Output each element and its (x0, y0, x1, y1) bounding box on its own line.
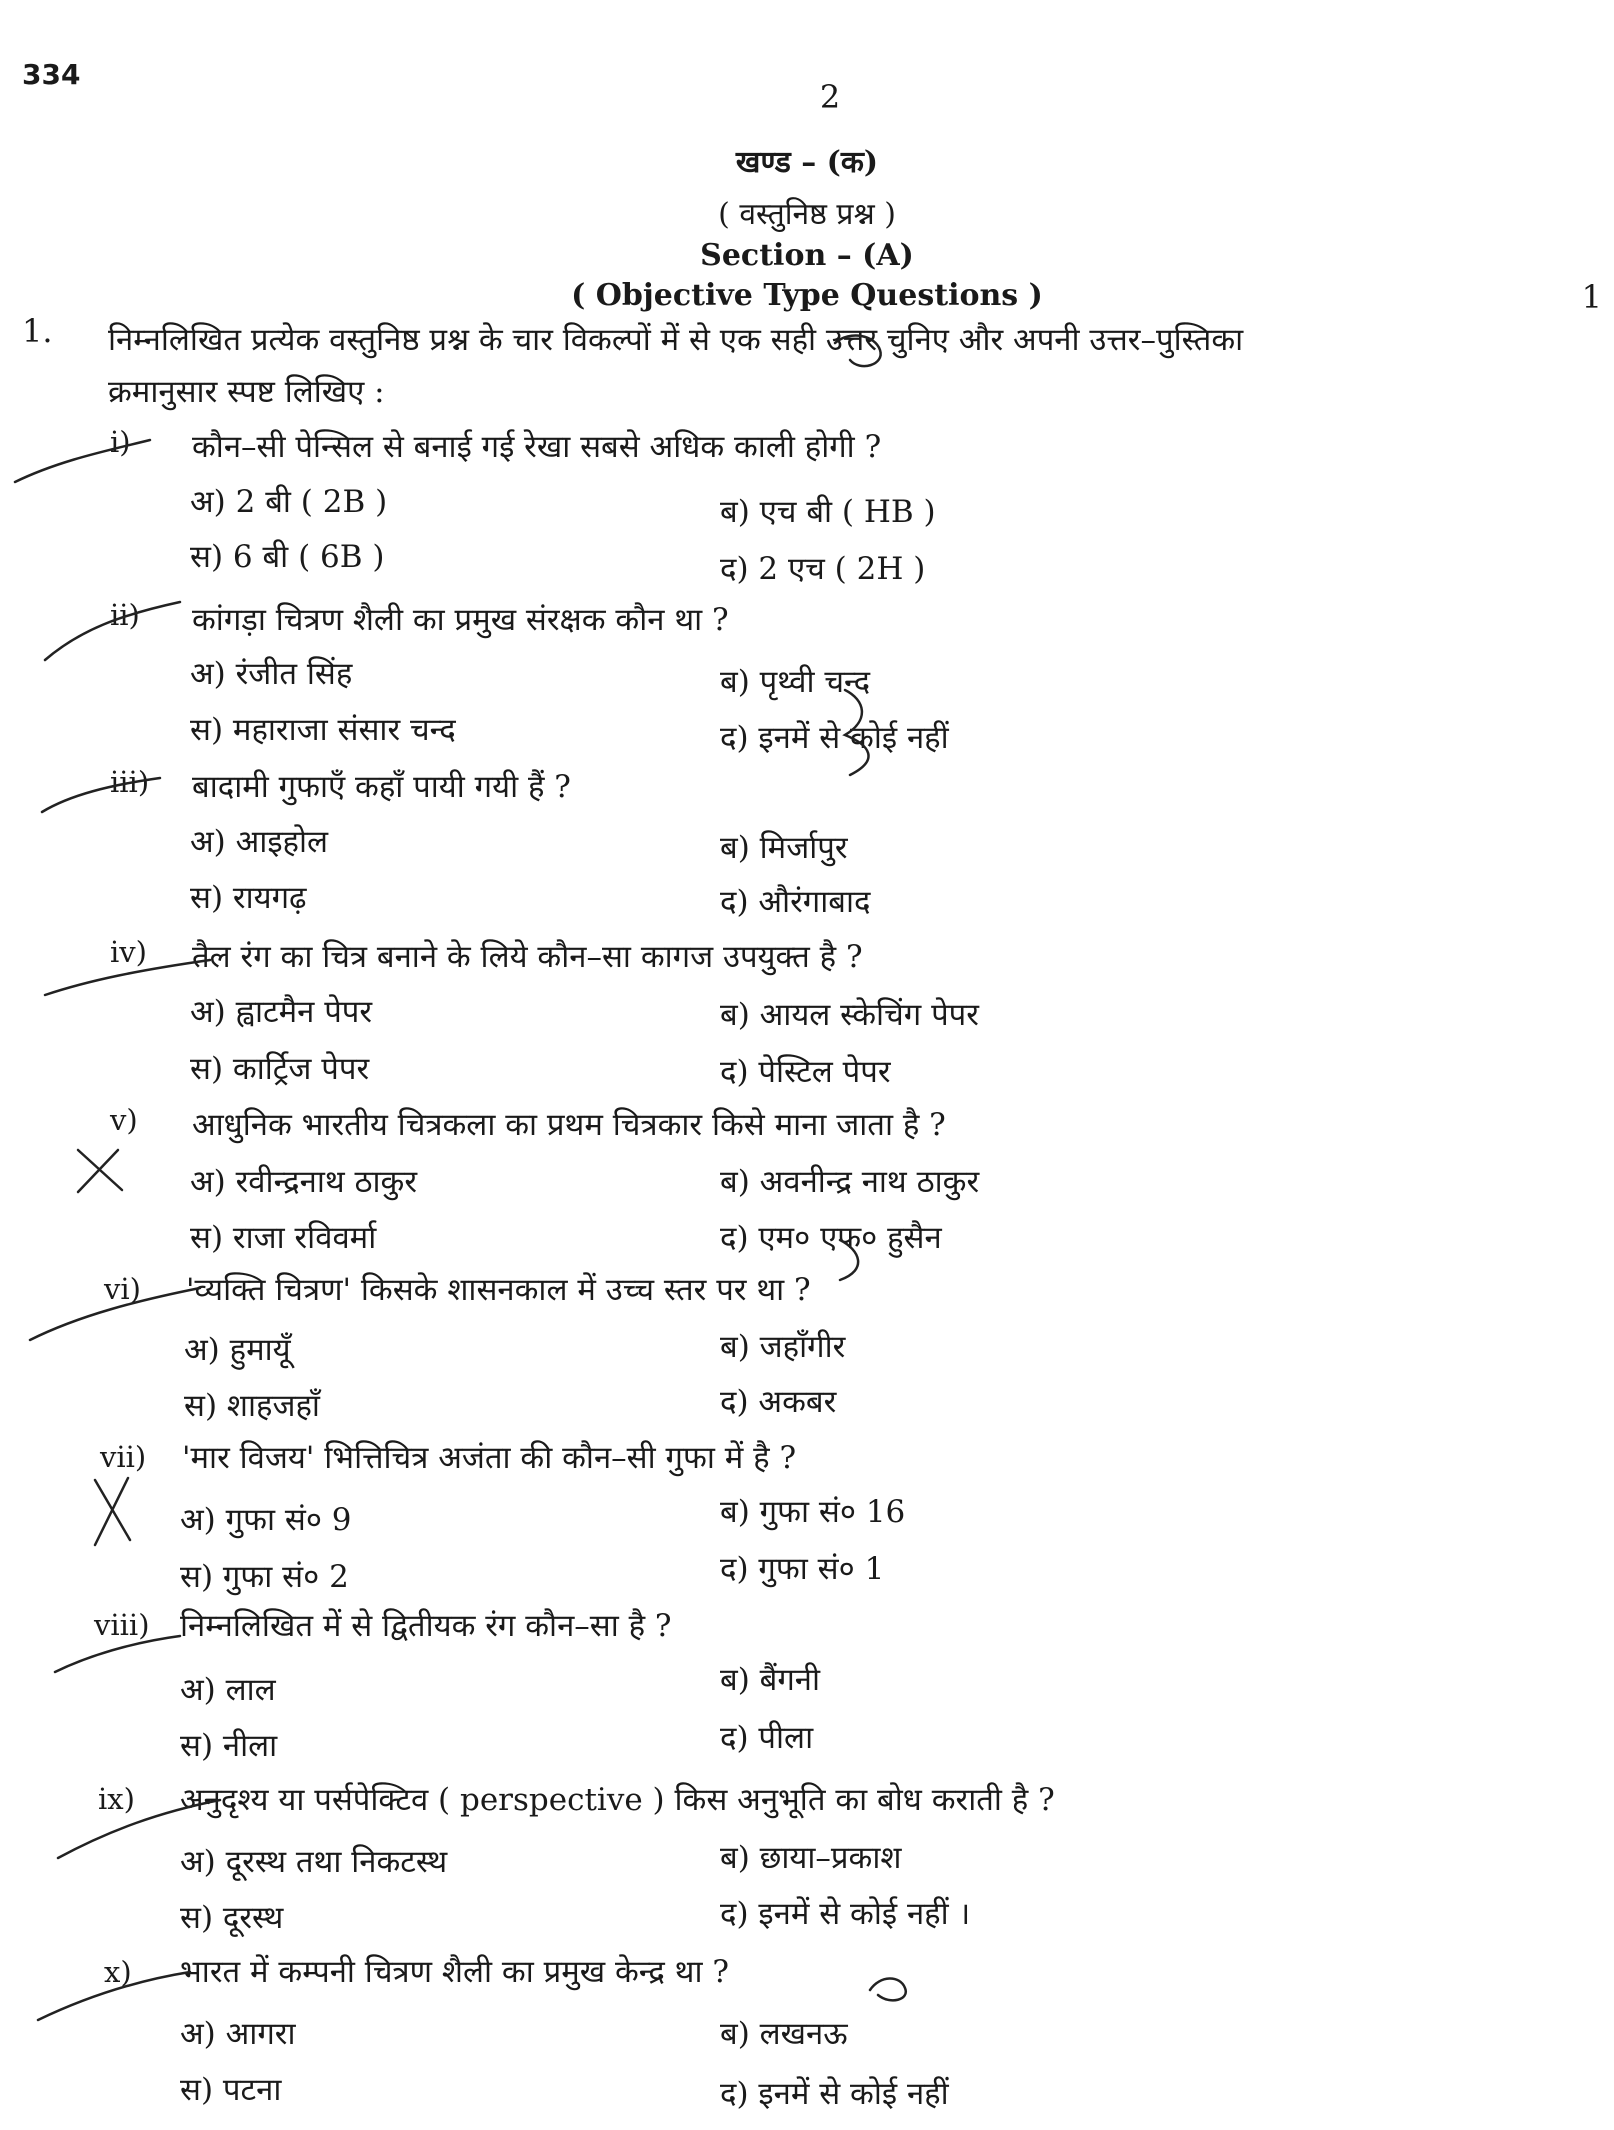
question-roman: i) (110, 425, 131, 459)
section-type-english: ( Objective Type Questions ) (571, 278, 1043, 313)
option-c: स) महाराजा संसार चन्द (190, 712, 456, 748)
question-roman: x) (104, 1955, 132, 1989)
question-roman: iii) (110, 765, 150, 799)
option-a: अ) आगरा (180, 2016, 296, 2052)
option-a: अ) 2 बी ( 2B ) (190, 484, 388, 520)
option-b: ब) जहाँगीर (720, 1329, 846, 1365)
question-text: 'मार विजय' भित्तिचित्र अजंता की कौन–सी गुफा में है ? (182, 1440, 797, 1476)
option-b: ब) छाया–प्रकाश (720, 1840, 902, 1876)
question-roman: ii) (110, 598, 140, 632)
option-a: अ) लाल (180, 1672, 276, 1708)
option-c: स) कार्ट्रिज पेपर (190, 1051, 370, 1087)
option-d: द) इनमें से कोई नहीं । (720, 1896, 971, 1932)
option-a: अ) आइहोल (190, 824, 329, 860)
option-b: ब) अवनीन्द्र नाथ ठाकुर (720, 1164, 980, 1200)
question-text: भारत में कम्पनी चित्रण शैली का प्रमुख केन्द्र था ? (180, 1954, 729, 1990)
question-roman: vi) (104, 1272, 141, 1306)
option-c: स) पटना (180, 2072, 282, 2108)
option-d: द) 2 एच ( 2H ) (720, 551, 926, 587)
option-c: स) नीला (180, 1728, 278, 1764)
question-text: तैल रंग का चित्र बनाने के लिये कौन–सा कागज उपयुक्त है ? (192, 939, 863, 975)
option-c: स) रायगढ़ (190, 880, 307, 916)
option-c: स) दूरस्थ (180, 1900, 284, 1936)
question-text: निम्नलिखित में से द्वितीयक रंग कौन–सा है ? (180, 1608, 672, 1644)
option-b: ब) गुफा सं० 16 (720, 1494, 906, 1530)
option-d: द) अकबर (720, 1384, 837, 1420)
option-a: अ) दूरस्थ तथा निकटस्थ (180, 1844, 448, 1880)
option-b: ब) आयल स्केचिंग पेपर (720, 997, 979, 1033)
marks-label: 1 (1581, 278, 1602, 316)
option-a: अ) हुमायूँ (184, 1332, 291, 1368)
question-roman: vii) (100, 1440, 147, 1474)
section-heading-english: Section – (A) (700, 238, 914, 273)
option-d: द) इनमें से कोई नहीं (720, 2076, 949, 2112)
instruction-line-1: निम्नलिखित प्रत्येक वस्तुनिष्ठ प्रश्न के चार विकल्पों में से एक सही उत्तर चुनिए और अपनी उत्तर–पुस्तिका (108, 322, 1244, 358)
option-d: द) एम० एफ० हुसैन (720, 1220, 942, 1256)
option-c: स) गुफा सं० 2 (180, 1559, 349, 1595)
question-roman: viii) (94, 1608, 150, 1642)
question-roman: ix) (98, 1782, 135, 1816)
question-roman: v) (110, 1103, 138, 1137)
question-text: 'व्यक्ति चित्रण' किसके शासनकाल में उच्च स्तर पर था ? (186, 1272, 811, 1308)
question-text: आधुनिक भारतीय चित्रकला का प्रथम चित्रकार किसे माना जाता है ? (192, 1107, 946, 1143)
question-text: कौन–सी पेन्सिल से बनाई गई रेखा सबसे अधिक काली होगी ? (192, 429, 882, 465)
option-d: द) औरंगाबाद (720, 884, 871, 920)
option-c: स) राजा रविवर्मा (190, 1220, 377, 1256)
option-d: द) इनमें से कोई नहीं (720, 720, 949, 756)
option-d: द) गुफा सं० 1 (720, 1551, 885, 1587)
question-text: बादामी गुफाएँ कहाँ पायी गयी हैं ? (192, 769, 571, 805)
option-b: ब) लखनऊ (720, 2016, 848, 2052)
option-a: अ) रवीन्द्रनाथ ठाकुर (190, 1164, 418, 1200)
option-b: ब) एच बी ( HB ) (720, 494, 936, 530)
paper-code: 334 (22, 58, 81, 91)
option-a: अ) गुफा सं० 9 (180, 1502, 352, 1538)
option-a: अ) रंजीत सिंह (190, 656, 353, 692)
option-b: ब) बैंगनी (720, 1662, 821, 1698)
question-text: अनुदृश्य या पर्सपेक्टिव ( perspective ) किस अनुभूति का बोध कराती है ? (180, 1782, 1055, 1818)
question-text: कांगड़ा चित्रण शैली का प्रमुख संरक्षक कौन था ? (192, 602, 729, 638)
option-c: स) शाहजहाँ (184, 1388, 320, 1424)
option-b: ब) मिर्जापुर (720, 830, 848, 866)
question-number: 1. (22, 312, 53, 350)
option-a: अ) ह्वाटमैन पेपर (190, 994, 373, 1030)
question-roman: iv) (110, 935, 147, 969)
page-number: 2 (819, 78, 841, 116)
option-c: स) 6 बी ( 6B ) (190, 539, 385, 575)
section-type-hindi: ( वस्तुनिष्ठ प्रश्न ) (718, 197, 896, 232)
option-d: द) पेस्टिल पेपर (720, 1054, 891, 1090)
section-heading-hindi: खण्ड – (क) (735, 145, 879, 180)
option-d: द) पीला (720, 1720, 814, 1756)
instruction-line-2: क्रमानुसार स्पष्ट लिखिए : (108, 374, 385, 410)
option-b: ब) पृथ्वी चन्द (720, 664, 871, 700)
